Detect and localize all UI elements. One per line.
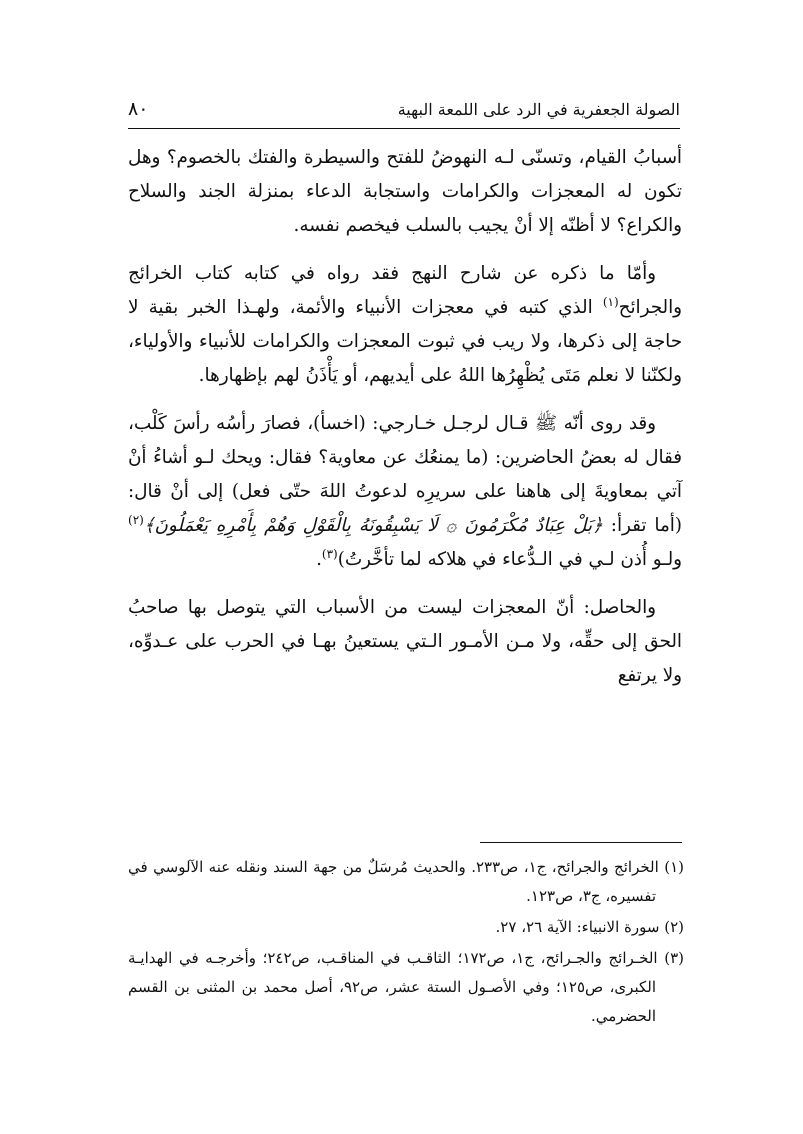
- footnote-separator: [480, 842, 682, 843]
- paragraph-2: [128, 257, 682, 393]
- footnote-ref-1: (١): [602, 295, 619, 309]
- paragraph-1: أسبابُ القيام، وتسنّى لـه النهوضُ للفتح والسيطرة والفتك بالخصوم؟ وهل تكون له المعجزات والكرامات واستجابة الدعاء بمنزلة الجند والسلاح والكراع؟ لا أظنّه إلا أنْ يجيب بالسلب فيخصم نفسه.: [128, 147, 682, 236]
- page-header: [128, 92, 680, 129]
- footnote-1: (١) الخرائج والجرائح، ج١، ص٢٣٣. والحديث مُرسَلٌ من جهة السند ونقله عنه الآلوسي في تفسيره، ج٣، ص١٢٣.: [128, 858, 684, 905]
- footnote-ref-2: (٢): [128, 513, 144, 527]
- paragraph-3: [128, 407, 682, 577]
- paragraph-2-text: وأمّا ما ذكره عن شارح النهج فقد رواه في كتابه كتاب الخرائج والجرائح: [128, 263, 682, 318]
- paragraph-3-text: وقد روى أنّه ﷺ قـال لرجـل خـارجي: (اخسأ)، فصارَ رأسُه رأسَ كَلْب، فقال له بعضُ الحاضرين: (ما يمنعُك عن معاوية؟ فقال: ويحك لـو أشاءُ أنْ آتي بمعاويةَ إلى هاهنا على سريرِه لدعوتُ اللهَ حتّى فعل) إلى أنْ قال: (أما تقرأ:: [128, 413, 682, 536]
- main-text: [128, 141, 682, 693]
- footnote-3: (٣) الخـرائج والجـرائح، ج١، ص١٧٢؛ الثاقـب في المناقـب، ص٢٤٢؛ وأخرجـه في الهدايـة الكبرى، ص١٢٥؛ وفي الأصـول الستة عشر، ص٩٢، أصل محمد بن المثنى بن القسم الحضرمي.: [128, 949, 684, 1025]
- page-number: ٨٠: [128, 98, 149, 120]
- quran-verse: ﴿بَلْ عِبَادٌ مُكْرَمُونَ ۞ لَا يَسْبِقُونَهُ بِالْقَوْلِ وَهُمْ بِأَمْرِهِ يَعْمَلُونَ﴾: [143, 515, 603, 536]
- paragraph-2-text-cont: الذي كتبه في معجزات الأنبياء والأئمة، ولهـذا الخبر بقية لا حاجة إلى ذكرها، ولا ريب في ثبوت المعجزات والكرامات للأنبياء والأولياء، ولكنّنا لا نعلم مَتَى يُظْهِرُها اللهُ على أيديهم، أو يَأْذَنُ لهم بإظهارها.: [128, 297, 682, 386]
- paragraph-3-text-cont: ولـو أُذن لـي في الـدُّعاء في هلاكه لما تأخَّرتُ): [337, 549, 682, 570]
- footnote-ref-3: (٣): [321, 547, 338, 561]
- running-title: الصولة الجعفرية في الرد على اللمعة البهية: [397, 100, 680, 119]
- paragraph-3-text-end: .: [316, 549, 322, 570]
- footnote-2: (٢) سورة الانبياء: الآية ٢٦، ٢٧.: [495, 918, 684, 936]
- footnotes: [128, 853, 684, 1033]
- paragraph-4: والحاصل: أنّ المعجزات ليست من الأسباب التي يتوصل بها صاحبُ الحق إلى حقِّه، ولا مـن الأمـور الـتي يستعينُ بهـا في الحرب على عـدوِّه، ولا يرتفع: [128, 597, 682, 686]
